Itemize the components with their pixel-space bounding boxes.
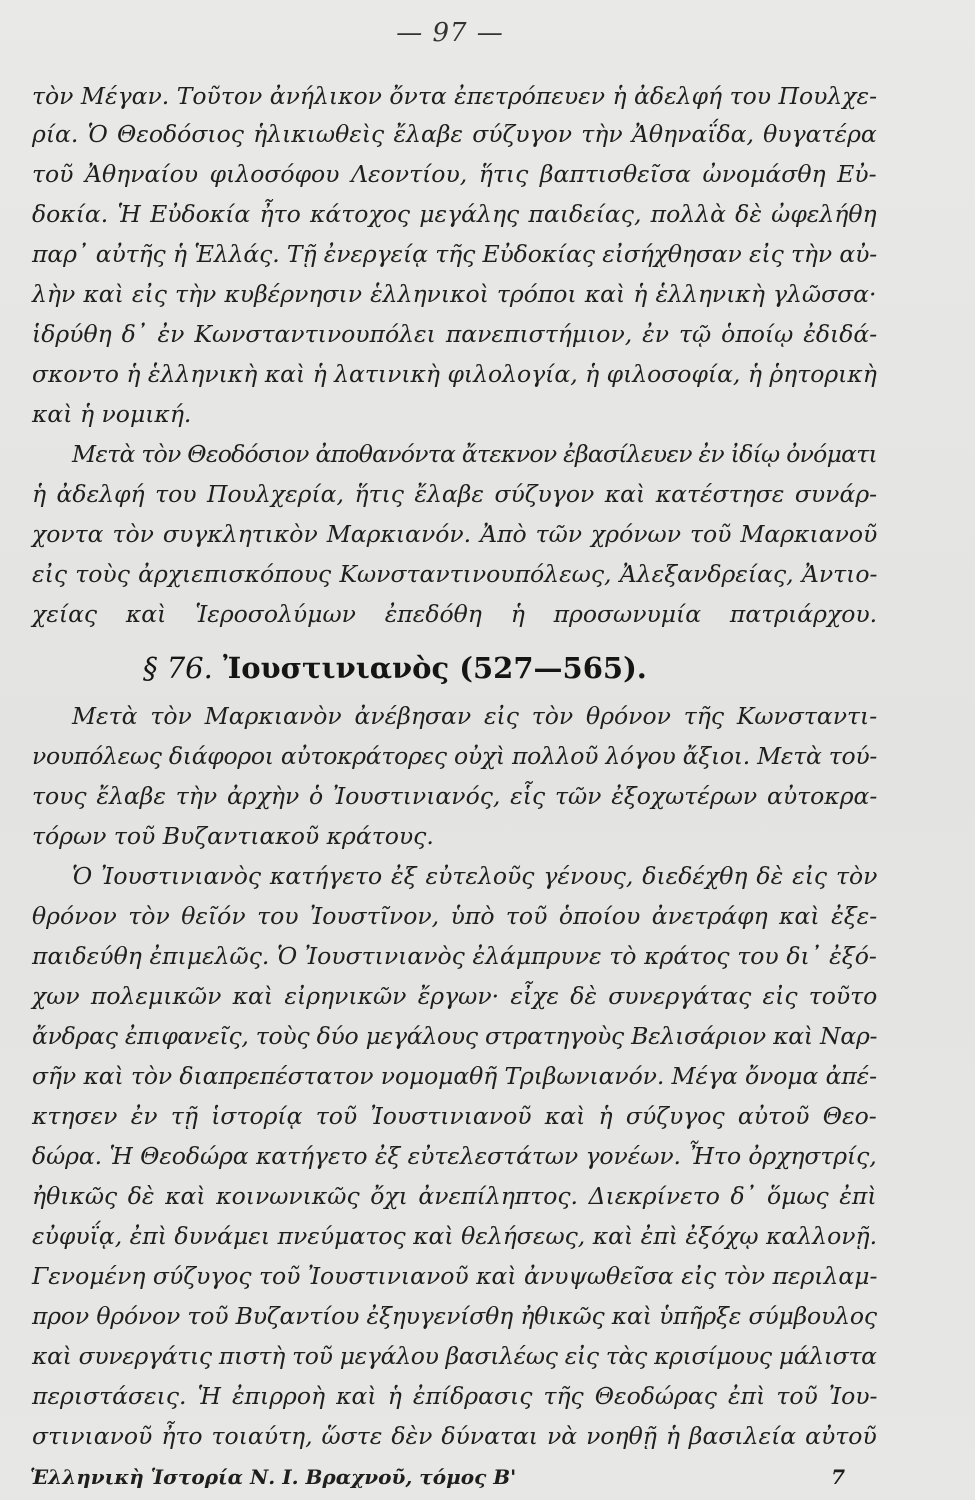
text-line: χείας καὶ Ἱεροσολύμων ἐπεδόθη ἡ προσωνυμία πατριάρχου. <box>32 600 878 628</box>
text-line: στινιανοῦ ἦτο τοιαύτη, ὥστε δὲν δύναται νὰ νοηθῇ ἡ βασιλεία αὐτοῦ <box>32 1422 877 1450</box>
text-line: ἄνδρας ἐπιφανεῖς, τοὺς δύο μεγάλους στρατηγοὺς Βελισάριον καὶ Ναρ- <box>32 1022 878 1050</box>
text-line: νουπόλεως διάφοροι αὐτοκράτορες οὐχὶ πολλοῦ λόγου ἄξιοι. Μετὰ τού- <box>32 742 878 770</box>
text-line: τους ἔλαβε τὴν ἀρχὴν ὁ Ἰουστινιανός, εἷς τῶν ἐξοχωτέρων αὐτοκρα- <box>32 782 878 810</box>
text-line: εὐφυΐᾳ, ἐπὶ δυνάμει πνεύματος καὶ θελήσεως, καὶ ἐπὶ ἐξόχῳ καλλονῇ. <box>32 1222 878 1250</box>
text-line: ἱδρύθη δ᾽ ἐν Κωνσταντινουπόλει πανεπιστήμιον, ἐν τῷ ὁποίῳ ἐδιδά- <box>32 320 878 348</box>
text-line: Ὁ Ἰουστινιανὸς κατήγετο ἐξ εὐτελοῦς γένους, διεδέχθη δὲ εἰς τὸν <box>72 862 878 890</box>
text-line: θρόνον τὸν θεῖόν του Ἰουστῖνον, ὑπὸ τοῦ ὁποίου ἀνετράφη καὶ ἐξε- <box>32 902 878 930</box>
text-line: λὴν καὶ εἰς τὴν κυβέρνησιν ἑλληνικοὶ τρόποι καὶ ἡ ἑλληνικὴ γλῶσσα· <box>32 280 877 308</box>
page-footer <box>30 1465 845 1495</box>
text-line: σῆν καὶ τὸν διαπρεπέστατον νομομαθῆ Τριβωνιανόν. Μέγα ὄνομα ἀπέ- <box>32 1062 878 1090</box>
text-line: δοκία. Ἡ Εὐδοκία ἦτο κάτοχος μεγάλης παιδείας, πολλὰ δὲ ὠφελήθη <box>32 200 877 228</box>
text-line: καὶ συνεργάτις πιστὴ τοῦ μεγάλου βασιλέως εἰς τὰς κρισίμους μάλιστα <box>32 1342 877 1370</box>
section-symbol: § 76. <box>143 651 213 685</box>
text-line: παρ᾽ αὐτῆς ἡ Ἑλλάς. Τῇ ἐνεργείᾳ τῆς Εὐδοκίας εἰσήχθησαν εἰς τὴν αὐ- <box>32 240 878 268</box>
text-line: χοντα τὸν συγκλητικὸν Μαρκιανόν. Ἀπὸ τῶν χρόνων τοῦ Μαρκιανοῦ <box>32 520 878 548</box>
text-line: Μετὰ τὸν Θεοδόσιον ἀποθανόντα ἄτεκνον ἐβασίλευεν ἐν ἰδίῳ ὀνόματι <box>72 440 878 468</box>
text-line: σκοντο ἡ ἑλληνικὴ καὶ ἡ λατινικὴ φιλολογία, ἡ φιλοσοφία, ἡ ῥητορικὴ <box>32 360 877 388</box>
page-number: — 97 — <box>396 18 504 48</box>
text-line: Μετὰ τὸν Μαρκιανὸν ἀνέβησαν εἰς τὸν θρόνον τῆς Κωνσταντι- <box>72 702 878 730</box>
text-line: ἠθικῶς δὲ καὶ κοινωνικῶς ὄχι ἀνεπίληπτος. Διεκρίνετο δ᾽ ὅμως ἐπὶ <box>32 1182 877 1210</box>
section-heading <box>143 650 647 686</box>
text-line: τόρων τοῦ Βυζαντιακοῦ κράτους. <box>32 822 434 850</box>
book-signature: Ἑλληνικὴ Ἱστορία Ν. Ι. Βραχνοῦ, τόμος Β' <box>30 1465 517 1489</box>
text-line: κτησεν ἐν τῇ ἱστορίᾳ τοῦ Ἰουστινιανοῦ καὶ ἡ σύζυγος αὐτοῦ Θεο- <box>32 1102 877 1130</box>
text-line: ρία. Ὁ Θεοδόσιος ἡλικιωθεὶς ἔλαβε σύζυγον τὴν Ἀθηναΐδα, θυγατέρα <box>32 120 877 148</box>
text-line: καὶ ἡ νομική. <box>32 400 192 428</box>
text-line: τοῦ Ἀθηναίου φιλοσόφου Λεοντίου, ἥτις βαπτισθεῖσα ὠνομάσθη Εὐ- <box>32 160 877 188</box>
sheet-number: 7 <box>831 1465 845 1489</box>
text-line: χων πολεμικῶν καὶ εἰρηνικῶν ἔργων· εἶχε δὲ συνεργάτας εἰς τοῦτο <box>32 982 878 1010</box>
text-line: τὸν Μέγαν. Τοῦτον ἀνήλικον ὄντα ἐπετρόπευεν ἡ ἀδελφή του Πουλχε- <box>32 82 878 110</box>
text-line: ἡ ἀδελφή του Πουλχερία, ἥτις ἔλαβε σύζυγον καὶ κατέστησε συνάρ- <box>32 480 878 508</box>
text-line: δώρα. Ἡ Θεοδώρα κατήγετο ἐξ εὐτελεστάτων γονέων. Ἦτο ὀρχηστρίς, <box>32 1142 877 1170</box>
text-line: προν θρόνον τοῦ Βυζαντίου ἐξηυγενίσθη ἠθικῶς καὶ ὑπῆρξε σύμβουλος <box>32 1302 877 1330</box>
text-line: εἰς τοὺς ἀρχιεπισκόπους Κωνσταντινουπόλεως, Ἀλεξανδρείας, Ἀντιο- <box>32 560 878 588</box>
text-line: Γενομένη σύζυγος τοῦ Ἰουστινιανοῦ καὶ ἀνυψωθεῖσα εἰς τὸν περιλαμ- <box>32 1262 878 1290</box>
section-title: Ἰουστινιανὸς (527—565). <box>222 651 647 685</box>
text-line: παιδεύθη ἐπιμελῶς. Ὁ Ἰουστινιανὸς ἐλάμπρυνε τὸ κράτος του δι᾽ ἐξό- <box>32 942 877 970</box>
text-line: περιστάσεις. Ἡ ἐπιρροὴ καὶ ἡ ἐπίδρασις τῆς Θεοδώρας ἐπὶ τοῦ Ἰου- <box>32 1382 878 1410</box>
